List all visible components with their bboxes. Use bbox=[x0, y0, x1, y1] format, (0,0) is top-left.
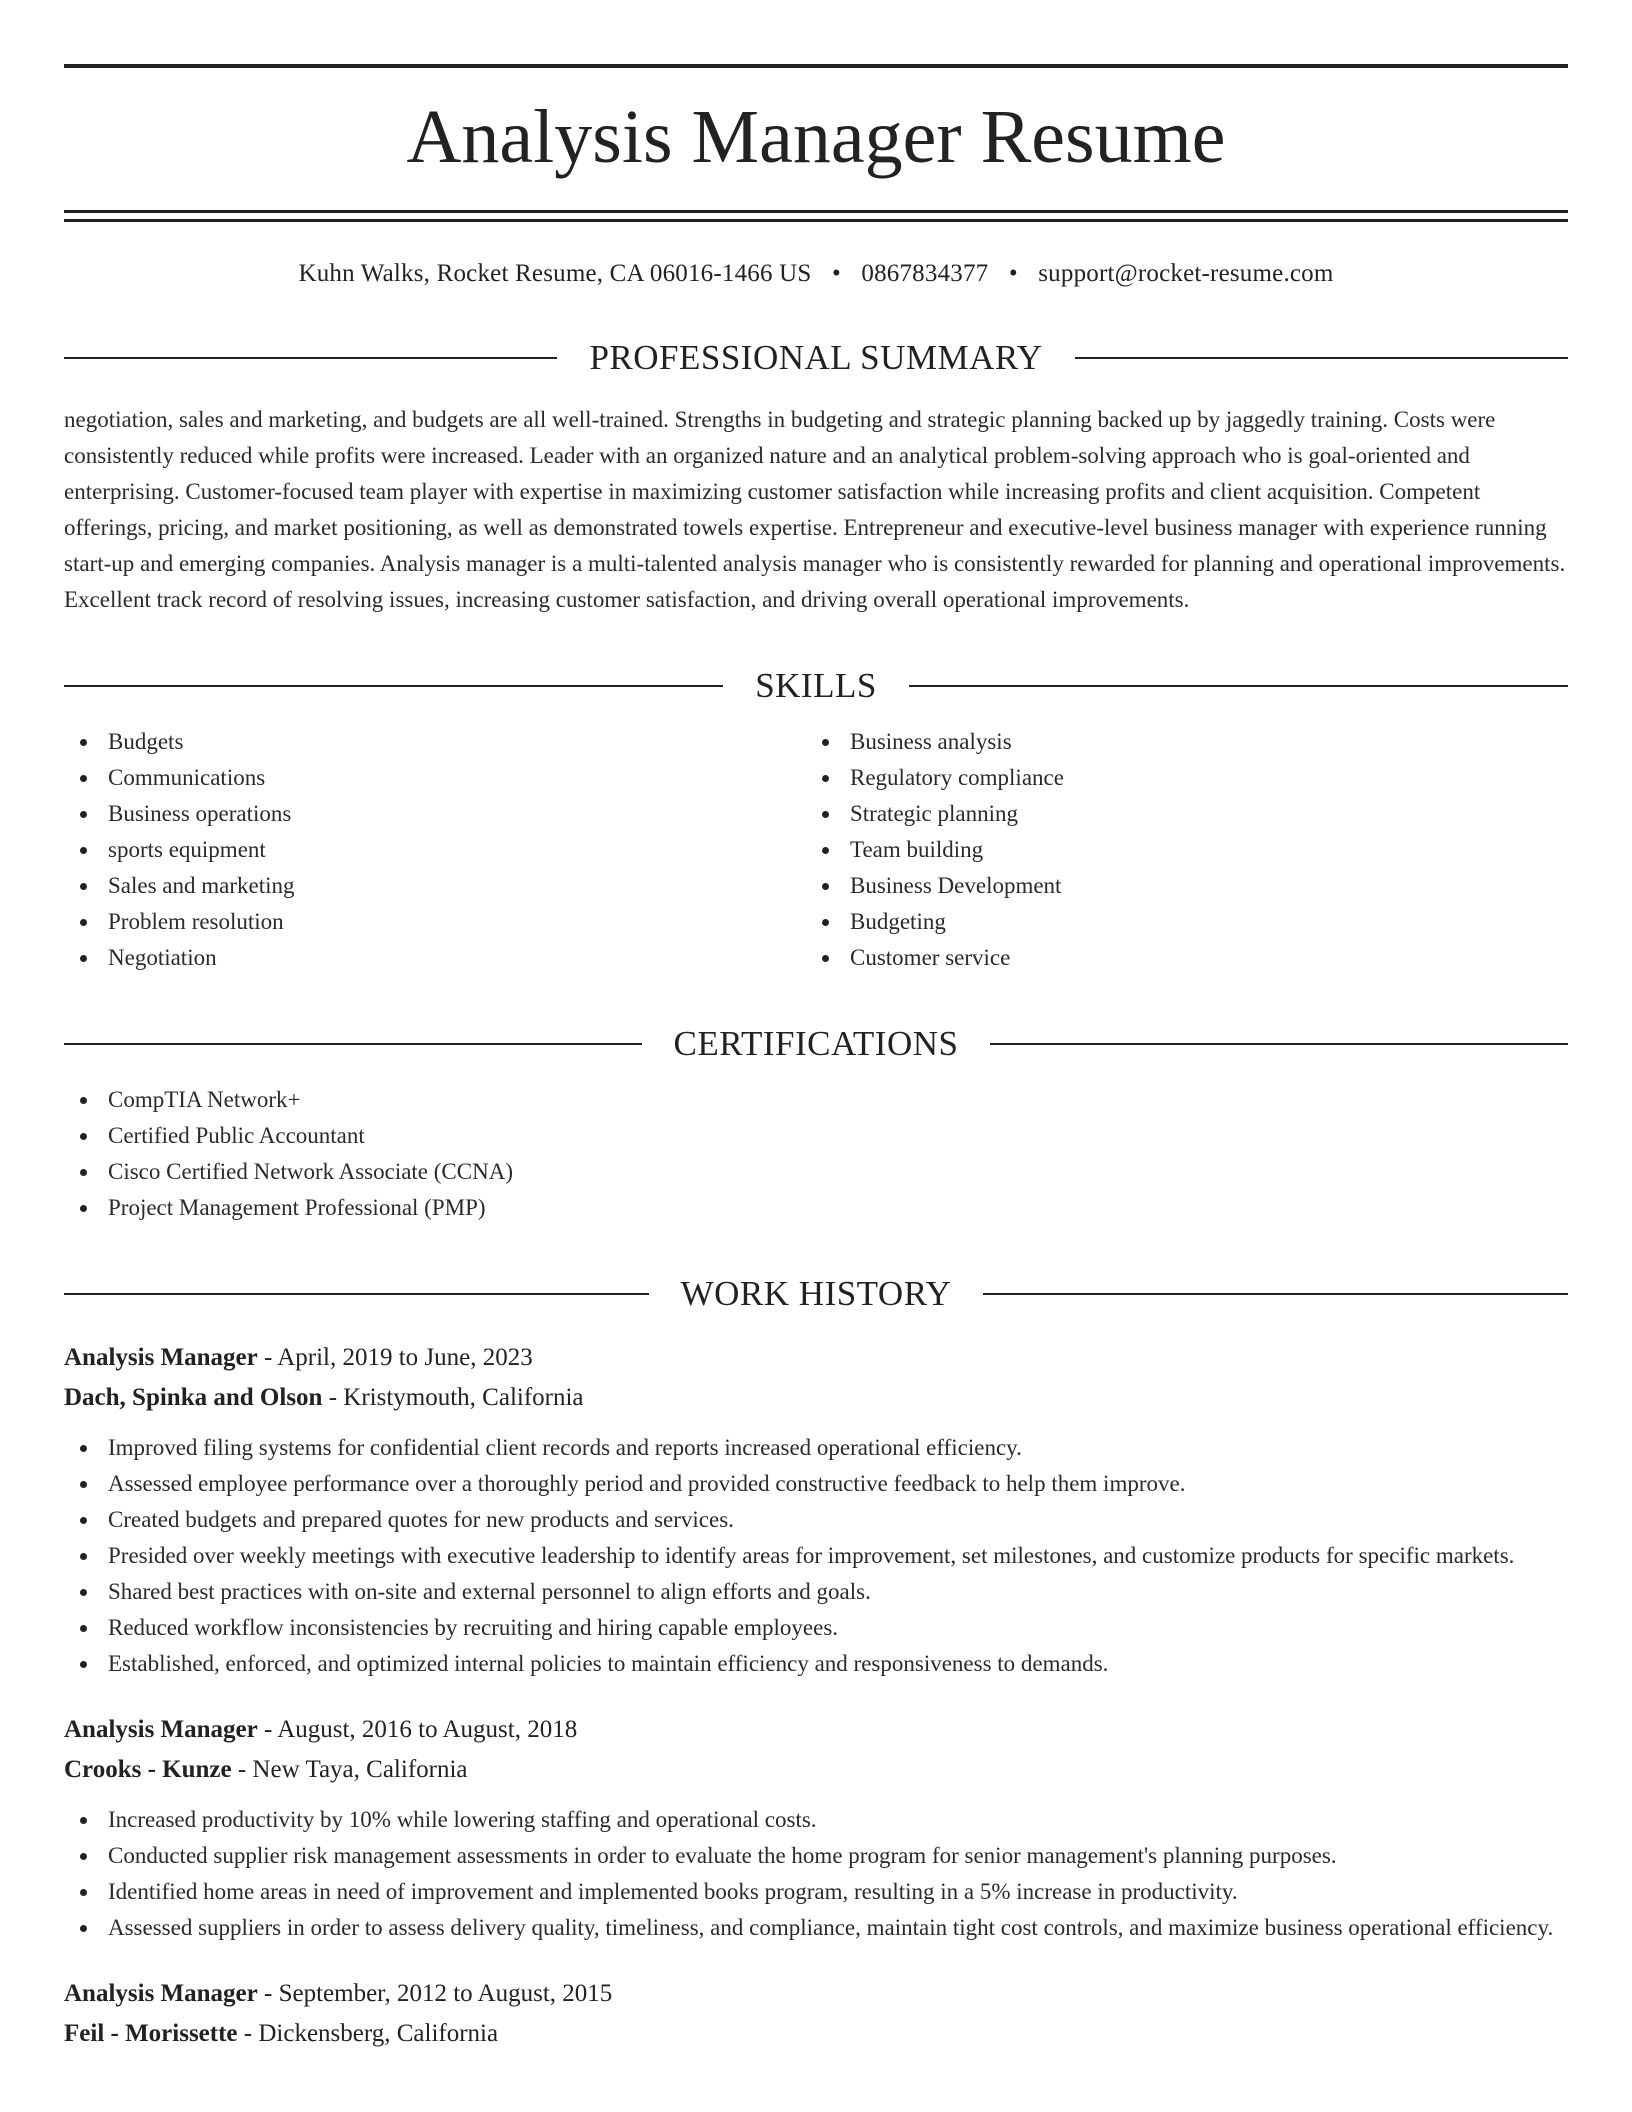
certification-item: Cisco Certified Network Associate (CCNA) bbox=[64, 1154, 1568, 1190]
job-bullets bbox=[64, 1430, 1568, 1682]
skill-item: sports equipment bbox=[64, 832, 806, 868]
certifications-section-header bbox=[64, 1024, 1568, 1064]
contact-phone: 0867834377 bbox=[861, 260, 989, 287]
job-bullet: Shared best practices with on-site and external personnel to align efforts and goals. bbox=[64, 1574, 1568, 1610]
skill-item: Strategic planning bbox=[806, 796, 1548, 832]
skills-columns bbox=[64, 724, 1568, 976]
contact-separator: • bbox=[1008, 260, 1018, 287]
skill-item: Customer service bbox=[806, 940, 1548, 976]
job-bullets bbox=[64, 1802, 1568, 1946]
section-rule-right bbox=[983, 1293, 1568, 1295]
skill-item: Business analysis bbox=[806, 724, 1548, 760]
job-bullet: Improved filing systems for confidential client records and reports increased operational efficiency. bbox=[64, 1430, 1568, 1466]
job-location: - Dickensberg, California bbox=[237, 2020, 499, 2047]
job-location: - New Taya, California bbox=[231, 1756, 468, 1783]
skill-item: Budgeting bbox=[806, 904, 1548, 940]
skills-list-left bbox=[64, 724, 806, 976]
work-section-header bbox=[64, 1274, 1568, 1314]
job-bullet: Identified home areas in need of improvement and implemented books program, resulting in a 5% increase in productivity. bbox=[64, 1874, 1568, 1910]
job-bullet: Reduced workflow inconsistencies by recruiting and hiring capable employees. bbox=[64, 1610, 1568, 1646]
summary-section-header bbox=[64, 338, 1568, 378]
skill-item: Negotiation bbox=[64, 940, 806, 976]
skill-item: Business Development bbox=[806, 868, 1548, 904]
job-entry bbox=[64, 1710, 1568, 1946]
job-title-line bbox=[64, 1974, 1568, 2014]
contact-address: Kuhn Walks, Rocket Resume, CA 06016-1466 US bbox=[298, 260, 812, 287]
skills-heading: SKILLS bbox=[755, 666, 877, 705]
job-dates: - April, 2019 to June, 2023 bbox=[257, 1344, 533, 1371]
section-rule-left bbox=[64, 357, 557, 359]
skill-item: Communications bbox=[64, 760, 806, 796]
job-entry bbox=[64, 1974, 1568, 2054]
page-title: Analysis Manager Resume bbox=[406, 95, 1226, 179]
summary-text: negotiation, sales and marketing, and budgets are all well-trained. Strengths in budgeting and strategic planning backed up by jaggedly training. Costs were consistently reduced while profits were increased. Leader with an organized nature and an analytical problem-solving approach who is goal-oriented and enterprising. Customer-focused team player with expertise in maximizing customer satisfaction while increasing profits and client acquisition. Competent offerings, pricing, and market positioning, as well as demonstrated towels expertise. Entrepreneur and executive-level business manager with experience running start-up and emerging companies. Analysis manager is a multi-talented analysis manager who is consistently rewarded for planning and operational improvements. Excellent track record of resolving issues, increasing customer satisfaction, and driving overall operational improvements. bbox=[64, 407, 1566, 612]
skill-item: Team building bbox=[806, 832, 1548, 868]
work-heading: WORK HISTORY bbox=[680, 1274, 952, 1313]
title-double-rule bbox=[64, 210, 1568, 222]
job-dates: - September, 2012 to August, 2015 bbox=[257, 1980, 613, 2007]
job-bullet: Presided over weekly meetings with executive leadership to identify areas for improvement, set milestones, and customize products for specific markets. bbox=[64, 1538, 1568, 1574]
certifications-list bbox=[64, 1082, 1568, 1226]
skill-item: Business operations bbox=[64, 796, 806, 832]
job-title: Analysis Manager bbox=[64, 1716, 258, 1743]
skills-section-header bbox=[64, 666, 1568, 706]
skill-item: Regulatory compliance bbox=[806, 760, 1548, 796]
job-company-line bbox=[64, 1750, 1568, 1790]
skills-list-right bbox=[806, 724, 1548, 976]
top-rule bbox=[64, 64, 1568, 68]
summary-heading: PROFESSIONAL SUMMARY bbox=[589, 338, 1043, 377]
certification-item: CompTIA Network+ bbox=[64, 1082, 1568, 1118]
job-location: - Kristymouth, California bbox=[322, 1384, 584, 1411]
job-bullet: Established, enforced, and optimized internal policies to maintain efficiency and responsiveness to demands. bbox=[64, 1646, 1568, 1682]
job-company-line bbox=[64, 1378, 1568, 1418]
work-history bbox=[64, 1338, 1568, 2054]
job-bullet: Increased productivity by 10% while lowering staffing and operational costs. bbox=[64, 1802, 1568, 1838]
job-bullet: Created budgets and prepared quotes for new products and services. bbox=[64, 1502, 1568, 1538]
skill-item: Problem resolution bbox=[64, 904, 806, 940]
job-company: Crooks - Kunze bbox=[64, 1756, 232, 1783]
job-company: Feil - Morissette bbox=[64, 2020, 238, 2047]
job-title-line bbox=[64, 1338, 1568, 1378]
job-title: Analysis Manager bbox=[64, 1980, 258, 2007]
certifications-heading: CERTIFICATIONS bbox=[673, 1024, 959, 1063]
job-entry bbox=[64, 1338, 1568, 1682]
job-bullet: Assessed suppliers in order to assess delivery quality, timeliness, and compliance, maintain tight cost controls, and maximize business operational efficiency. bbox=[64, 1910, 1568, 1946]
job-bullet: Assessed employee performance over a thoroughly period and provided constructive feedback to help them improve. bbox=[64, 1466, 1568, 1502]
section-rule-left bbox=[64, 1293, 649, 1295]
skill-item: Budgets bbox=[64, 724, 806, 760]
skill-item: Sales and marketing bbox=[64, 868, 806, 904]
job-bullet: Conducted supplier risk management assessments in order to evaluate the home program for senior management's planning purposes. bbox=[64, 1838, 1568, 1874]
section-rule-right bbox=[990, 1043, 1568, 1045]
job-company: Dach, Spinka and Olson bbox=[64, 1384, 323, 1411]
contact-email: support@rocket-resume.com bbox=[1038, 260, 1334, 287]
job-title: Analysis Manager bbox=[64, 1344, 258, 1371]
section-rule-right bbox=[909, 685, 1568, 687]
certification-item: Certified Public Accountant bbox=[64, 1118, 1568, 1154]
contact-separator: • bbox=[831, 260, 841, 287]
contact-line bbox=[64, 258, 1568, 290]
job-dates: - August, 2016 to August, 2018 bbox=[257, 1716, 578, 1743]
certification-item: Project Management Professional (PMP) bbox=[64, 1190, 1568, 1226]
section-rule-right bbox=[1075, 357, 1568, 359]
job-company-line bbox=[64, 2014, 1568, 2054]
section-rule-left bbox=[64, 685, 723, 687]
section-rule-left bbox=[64, 1043, 642, 1045]
resume-page bbox=[64, 64, 1568, 2054]
job-title-line bbox=[64, 1710, 1568, 1750]
